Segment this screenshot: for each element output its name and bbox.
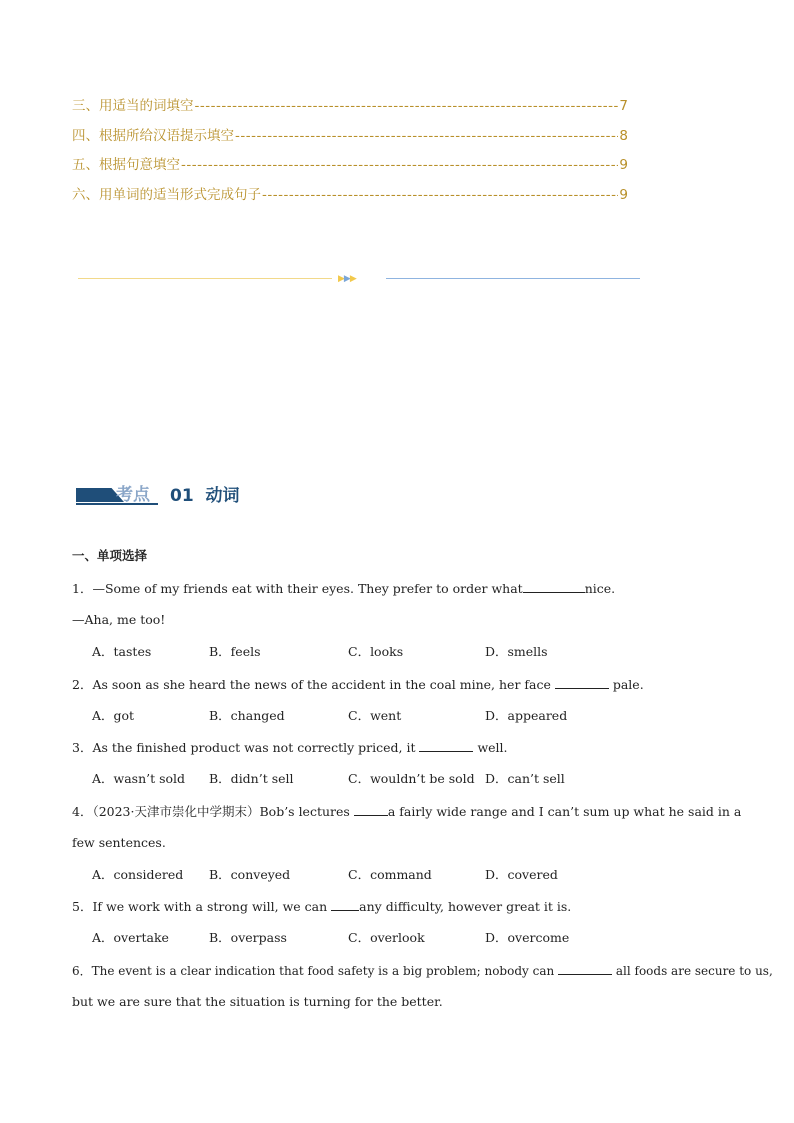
question-text: —Aha, me too! — [72, 612, 166, 627]
triple-arrow-icon: ▶▶▶ — [338, 274, 356, 284]
option-d[interactable]: D．appeared — [485, 708, 568, 723]
question-line — [72, 994, 443, 1010]
toc-leader-dots — [181, 157, 618, 173]
question-line — [72, 962, 773, 979]
option-d[interactable]: D．can’t sell — [485, 771, 565, 786]
divider-line-left — [78, 278, 332, 279]
question-text: If we work with a strong will, we can — [92, 899, 328, 914]
answer-blank[interactable] — [331, 898, 359, 911]
option-a[interactable]: A．wasn’t sold — [92, 771, 186, 786]
toc-entry[interactable] — [72, 183, 628, 213]
toc-entry-page: 7 — [619, 98, 628, 114]
toc-entry-page: 9 — [619, 186, 628, 203]
question-number: 4． — [72, 804, 93, 819]
toc-entry[interactable] — [72, 153, 628, 183]
question-number: 1． — [72, 581, 93, 596]
question-text: The event is a clear indication that food safety is a big problem; nobody can — [91, 964, 555, 978]
toc-leader-dots — [235, 128, 618, 144]
toc-entry-label: 六、用单词的适当形式完成句子 — [72, 186, 261, 203]
option-c[interactable]: C．command — [348, 867, 432, 882]
option-b[interactable]: B．didn’t sell — [209, 771, 294, 786]
question-text: nice. — [584, 581, 616, 596]
decorative-divider — [78, 272, 640, 286]
option-a[interactable]: A．got — [92, 708, 135, 723]
question-text: a fairly wide range and I can’t sum up what he said in a — [387, 804, 742, 819]
option-c[interactable]: C．looks — [348, 644, 404, 659]
option-c[interactable]: C．wouldn’t be sold — [348, 771, 475, 786]
question-line — [72, 739, 508, 756]
section-number: 01 — [170, 486, 194, 506]
question-text: As the finished product was not correctly priced, it — [92, 740, 416, 755]
answer-blank[interactable] — [354, 803, 388, 816]
question-text: （2023·天津市崇化中学期末）Bob’s lectures — [92, 804, 350, 819]
option-a[interactable]: A．considered — [92, 867, 184, 882]
option-b[interactable]: B．overpass — [209, 930, 287, 945]
option-a[interactable]: A．tastes — [92, 644, 152, 659]
toc-entry[interactable] — [72, 94, 628, 124]
option-d[interactable]: D．covered — [485, 867, 558, 882]
question-text: few sentences. — [72, 835, 166, 850]
toc-entry[interactable] — [72, 124, 628, 154]
question-text: —Some of my friends eat with their eyes. They prefer to order what — [92, 581, 523, 596]
option-c[interactable]: C．overlook — [348, 930, 425, 945]
divider-line-right — [386, 278, 640, 279]
option-d[interactable]: D．smells — [485, 644, 548, 659]
answer-blank[interactable] — [419, 739, 473, 752]
section-title — [170, 482, 240, 510]
section-header — [76, 482, 376, 512]
option-b[interactable]: B．feels — [209, 644, 261, 659]
question-line — [72, 898, 571, 915]
option-b[interactable]: B．changed — [209, 708, 285, 723]
section-tag: 考点 — [116, 485, 150, 505]
question-text: As soon as she heard the news of the accident in the coal mine, her face — [92, 677, 551, 692]
question-line — [72, 835, 166, 851]
toc-leader-dots — [262, 187, 618, 203]
toc-leader-dots — [195, 98, 619, 114]
part-heading: 一、单项选择 — [72, 548, 148, 563]
option-d[interactable]: D．overcome — [485, 930, 570, 945]
question-number: 3． — [72, 740, 93, 755]
answer-blank[interactable] — [523, 580, 585, 593]
question-line — [72, 612, 165, 628]
table-of-contents — [72, 94, 628, 212]
section-underline — [76, 503, 158, 505]
question-number: 5． — [72, 899, 93, 914]
question-number: 6． — [72, 964, 92, 978]
section-title-text: 动词 — [205, 486, 240, 506]
question-text: well. — [477, 740, 508, 755]
answer-blank[interactable] — [558, 962, 612, 975]
option-b[interactable]: B．conveyed — [209, 867, 291, 882]
question-number: 2． — [72, 677, 93, 692]
question-text: all foods are secure to us, — [615, 964, 773, 978]
question-text: pale. — [612, 677, 644, 692]
toc-entry-label: 四、根据所给汉语提示填空 — [72, 127, 234, 144]
toc-entry-page: 8 — [619, 127, 628, 144]
option-a[interactable]: A．overtake — [92, 930, 169, 945]
question-text: but we are sure that the situation is turning for the better. — [72, 994, 443, 1009]
toc-entry-label: 三、用适当的词填空 — [72, 98, 194, 114]
question-line — [72, 803, 741, 820]
answer-blank[interactable] — [555, 676, 609, 689]
toc-entry-page: 9 — [619, 157, 628, 173]
toc-entry-label: 五、根据句意填空 — [72, 157, 180, 173]
question-text: any difficulty, however great it is. — [359, 899, 572, 914]
option-c[interactable]: C．went — [348, 708, 402, 723]
question-line — [72, 676, 644, 693]
question-line — [72, 580, 615, 597]
